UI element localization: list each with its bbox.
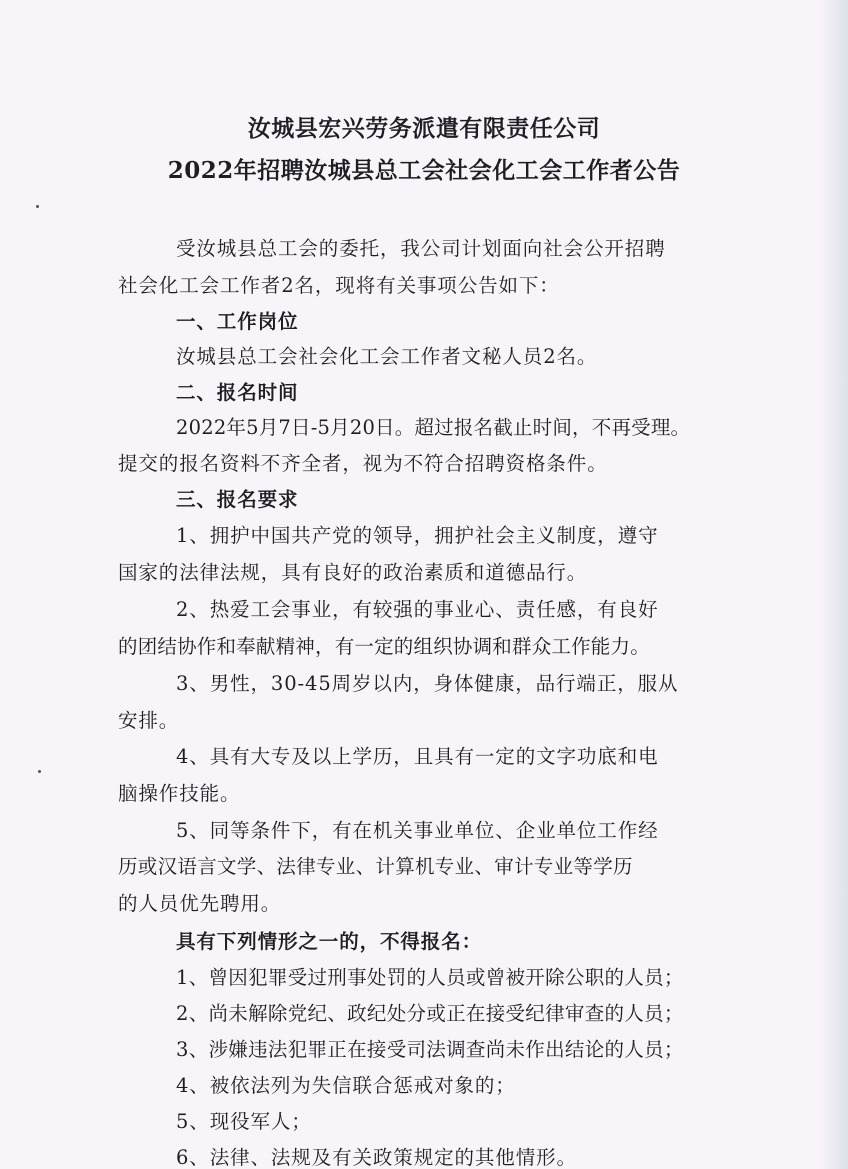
- section-heading-requirements: 三、报名要求: [176, 488, 299, 511]
- requirement-4-line-1: 4、具有大专及以上学历，且具有一定的文字功底和电: [176, 745, 659, 768]
- exclusion-item-1: 1、曾因犯罪受过刑事处罚的人员或曾被开除公职的人员；: [176, 966, 684, 989]
- requirement-5-line-3: 的人员优先聘用。: [118, 892, 282, 915]
- section-body-position: 汝城县总工会社会化工会工作者文秘人员2名。: [176, 345, 598, 368]
- requirement-5-line-1: 5、同等条件下，有在机关事业单位、企业单位工作经: [176, 819, 659, 842]
- exclusion-item-4: 4、被依法列为失信联合惩戒对象的；: [176, 1074, 516, 1097]
- requirement-2-line-1: 2、热爱工会事业，有较强的事业心、责任感，有良好: [176, 598, 659, 621]
- intro-line-1: 受汝城县总工会的委托，我公司计划面向社会公开招聘: [176, 237, 666, 260]
- registration-time-line-2: 提交的报名资料不齐全者，视为不符合招聘资格条件。: [118, 452, 608, 475]
- requirement-5-line-2: 历或汉语言文学、法律专业、计算机专业、审计专业等学历: [118, 855, 633, 878]
- scan-dot: [36, 205, 39, 208]
- scan-dot: [38, 770, 41, 773]
- exclusion-heading: 具有下列情形之一的，不得报名：: [176, 930, 483, 953]
- requirement-1-line-2: 国家的法律法规，具有良好的政治素质和道德品行。: [118, 561, 588, 584]
- exclusion-item-6: 6、法律、法规及有关政策规定的其他情形。: [176, 1146, 577, 1169]
- exclusion-item-3: 3、涉嫌违法犯罪正在接受司法调查尚未作出结论的人员；: [176, 1038, 684, 1061]
- document-title-announcement: 2022年招聘汝城县总工会社会化工会工作者公告: [167, 157, 681, 184]
- section-heading-position: 一、工作岗位: [176, 310, 299, 333]
- requirement-2-line-2: 的团结协作和奉献精神，有一定的组织协调和群众工作能力。: [118, 635, 650, 658]
- exclusion-item-2: 2、尚未解除党纪、政纪处分或正在接受纪律审查的人员；: [176, 1002, 684, 1025]
- intro-line-2: 社会化工会工作者2名，现将有关事项公告如下：: [118, 274, 560, 297]
- requirement-3-line-1: 3、男性，30-45周岁以内，身体健康，品行端正，服从: [176, 672, 679, 695]
- document-title-company: 汝城县宏兴劳务派遣有限责任公司: [247, 115, 601, 142]
- section-heading-registration-time: 二、报名时间: [176, 381, 299, 404]
- requirement-1-line-1: 1、拥护中国共产党的领导，拥护社会主义制度，遵守: [176, 524, 659, 547]
- requirement-3-line-2: 安排。: [118, 709, 180, 732]
- registration-time-line-1: 2022年5月7日-5月20日。超过报名截止时间，不再受理。: [176, 416, 691, 439]
- requirement-4-line-2: 脑操作技能。: [118, 782, 241, 805]
- exclusion-item-5: 5、现役军人；: [176, 1110, 312, 1133]
